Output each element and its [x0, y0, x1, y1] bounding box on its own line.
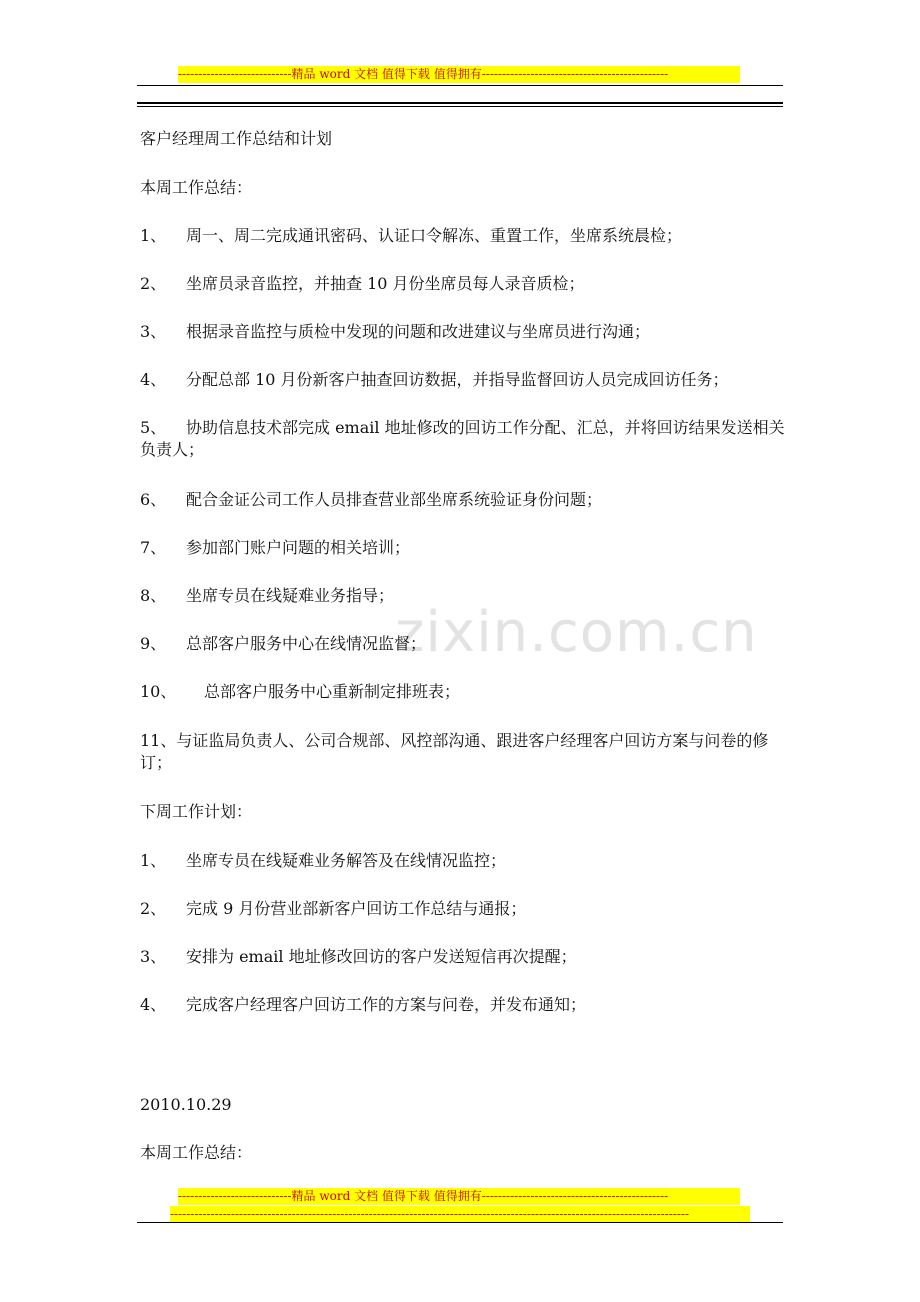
document-title: 客户经理周工作总结和计划 — [140, 129, 333, 148]
item-number: 2、 — [140, 274, 167, 293]
item-text: 与证监局负责人、公司合规部、风控部沟通、跟进客户经理客户回访方案与问卷的修订； — [140, 731, 769, 772]
header-rule-bottom — [137, 106, 783, 107]
item-text: 完成 9 月份营业部新客户回访工作总结与通报； — [186, 899, 527, 918]
this-week-heading: 本周工作总结： — [140, 178, 253, 197]
item-number: 9、 — [140, 634, 167, 653]
footer-rule — [137, 1222, 783, 1223]
list-item — [140, 369, 785, 391]
item-text: 坐席员录音监控，并抽查 10 月份坐席员每人录音质检； — [186, 274, 585, 293]
item-number: 6、 — [140, 490, 167, 509]
item-number: 3、 — [140, 322, 167, 341]
item-number: 1、 — [140, 226, 167, 245]
item-text: 周一、周二完成通讯密码、认证口令解冻、重置工作，坐席系统晨检； — [186, 226, 683, 245]
item-number: 4、 — [140, 995, 167, 1014]
list-item — [140, 633, 785, 655]
item-text: 配合金证公司工作人员排查营业部坐席系统验证身份问题； — [186, 490, 603, 509]
footer-banner: ----------------------------精品 word 文档 值得下载 值得拥有---------------------------------------------- — [178, 1188, 740, 1205]
list-item — [140, 994, 785, 1016]
item-number: 2、 — [140, 899, 167, 918]
item-number: 1、 — [140, 851, 167, 870]
item-number: 5、 — [140, 418, 167, 437]
list-item — [140, 850, 785, 872]
item-number: 10、 — [140, 682, 177, 701]
footer-banner-dashes: -------------------------------------------------------------------------------------------------------------------------------- — [170, 1206, 750, 1223]
list-item — [140, 730, 785, 774]
item-number: 4、 — [140, 370, 167, 389]
item-number: 3、 — [140, 947, 167, 966]
list-item — [140, 417, 785, 461]
item-number: 8、 — [140, 586, 167, 605]
watermark: zixin.com.cn — [395, 600, 758, 665]
list-item — [140, 273, 785, 295]
list-item — [140, 898, 785, 920]
item-text: 完成客户经理客户回访工作的方案与问卷，并发布通知； — [186, 995, 587, 1014]
next-week-heading: 下周工作计划： — [140, 802, 253, 821]
item-text: 坐席专员在线疑难业务解答及在线情况监控； — [186, 851, 507, 870]
header-banner: ----------------------------精品 word 文档 值得下载 值得拥有---------------------------------------------- — [178, 66, 740, 83]
list-item — [140, 489, 785, 511]
header-rule-top — [137, 85, 783, 86]
item-text: 协助信息技术部完成 email 地址修改的回访工作分配、汇总，并将回访结果发送相关负责人； — [140, 418, 785, 459]
item-text: 总部客户服务中心在线情况监督； — [186, 634, 427, 653]
item-number: 11、 — [140, 731, 177, 750]
item-text: 参加部门账户问题的相关培训； — [186, 538, 411, 557]
item-text: 分配总部 10 月份新客户抽查回访数据，并指导监督回访人员完成回访任务； — [186, 370, 729, 389]
list-item — [140, 946, 785, 968]
list-item — [140, 321, 785, 343]
item-text: 根据录音监控与质检中发现的问题和改进建议与坐席员进行沟通； — [186, 322, 651, 341]
item-number: 7、 — [140, 538, 167, 557]
item-text: 安排为 email 地址修改回访的客户发送短信再次提醒； — [186, 947, 577, 966]
header-rule-thick — [137, 102, 783, 104]
list-item — [140, 537, 785, 559]
item-text: 坐席专员在线疑难业务指导； — [186, 586, 395, 605]
closing-heading: 本周工作总结： — [140, 1143, 253, 1162]
list-item — [140, 585, 785, 607]
document-date: 2010.10.29 — [140, 1095, 232, 1114]
item-text: 总部客户服务中心重新制定排班表； — [204, 682, 461, 701]
list-item — [140, 681, 785, 703]
list-item — [140, 225, 785, 247]
